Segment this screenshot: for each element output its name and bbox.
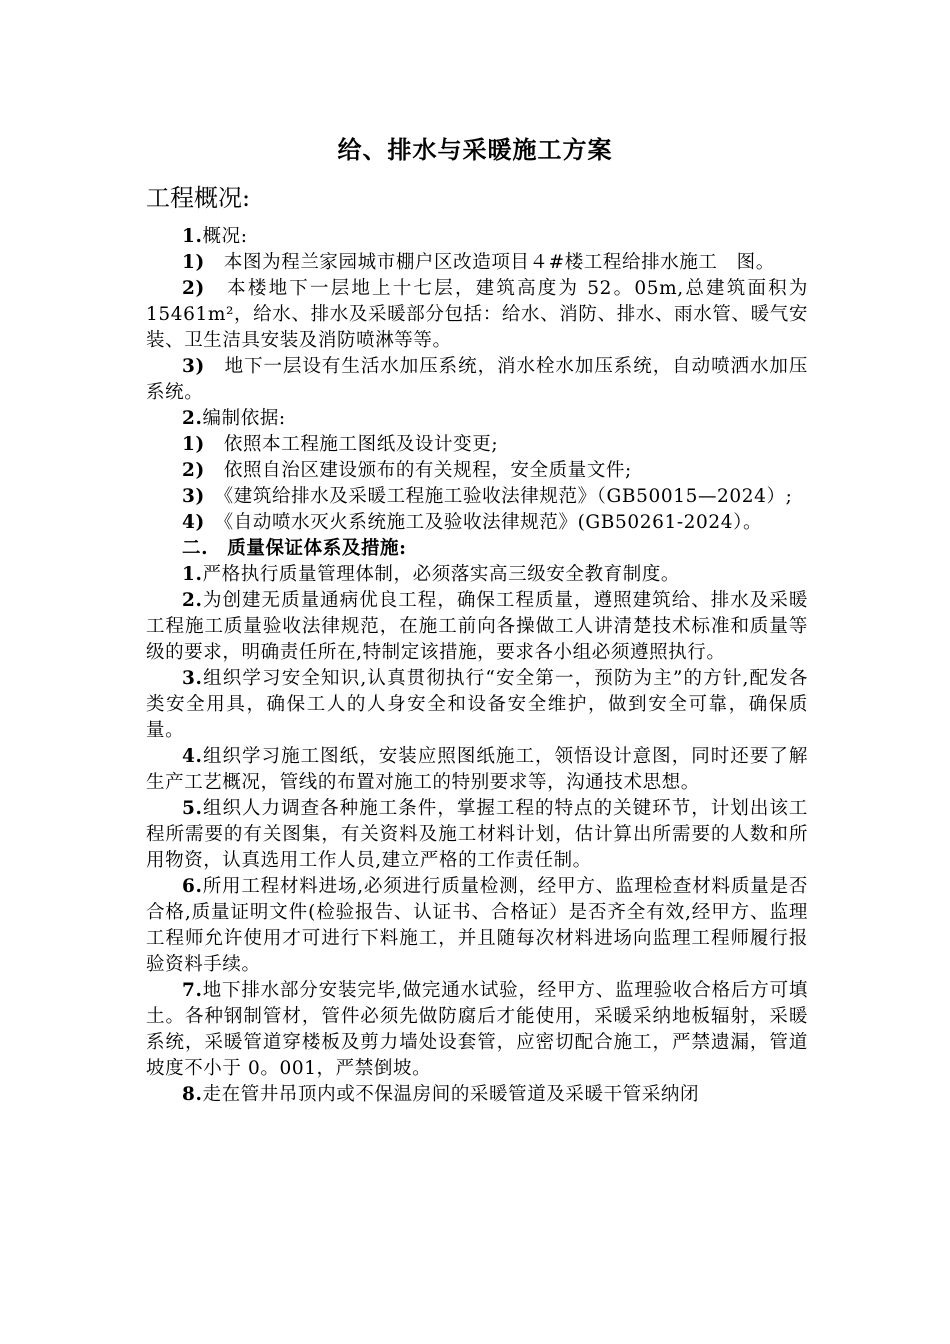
paragraph-number: 2. xyxy=(182,590,203,611)
paragraph-text: 本楼地下一层地上十七层，建筑高度为 52。05m,总建筑面积为 15461m²，给水、排水及采暖部分包括：给水、消防、排水、雨水管、暖气安装、卫生洁具安装及消防喷淋等等。 xyxy=(146,278,808,351)
paragraph-text: 编制依据: xyxy=(202,408,286,429)
paragraph-text: 所用工程材料进场,必须进行质量检测，经甲方、监理检查材料质量是否合格,质量证明文件(检验报告、认证书、合格证）是否齐全有效,经甲方、监理工程师允许使用才可进行下料施工，并且随每次材料进场向监理工程师履行报验资料手续。 xyxy=(146,876,808,975)
paragraph-number: 2. xyxy=(182,408,203,429)
document-title: 给、排水与采暖施工方案 xyxy=(337,135,613,164)
paragraph-text: 为创建无质量通病优良工程，确保工程质量，遵照建筑给、排水及采暖工程施工质量验收法律规范，在施工前向各操做工人讲清楚技术标准和质量等级的要求，明确责任所在,特制定该措施，要求各小组必须遵照执行。 xyxy=(146,590,808,663)
paragraph-text: 严格执行质量管理体制，必须落实高三级安全教育制度。 xyxy=(202,564,681,585)
paragraph-text: 地下排水部分安装完毕,做完通水试验，经甲方、监理验收合格后方可填土。各种钢制管材，管件必须先做防腐后才能使用，采暖采纳地板辐射，采暖系统，采暖管道穿楼板及剪力墙处设套管，应密切配合施工，严禁遗漏，管道坡度不小于 0。001，严禁倒坡。 xyxy=(146,980,808,1079)
paragraph-basis xyxy=(146,406,808,432)
paragraph-text: 《建筑给排水及采暖工程施工验收法律规范》（GB50015—2024）; xyxy=(204,486,793,507)
paragraph-item xyxy=(146,744,808,796)
paragraph-number: 1. xyxy=(182,226,203,247)
paragraph-item xyxy=(146,484,808,510)
paragraph-item xyxy=(146,276,808,354)
paragraph-number: 1) xyxy=(182,434,205,455)
paragraph-item xyxy=(146,666,808,744)
paragraph-text: 本图为程兰家园城市棚户区改造项目４#楼工程给排水施工 图。 xyxy=(204,252,775,273)
paragraph-number: 4. xyxy=(182,746,203,767)
paragraph-text: 走在管井吊顶内或不保温房间的采暖管道及采暖干管采纳闭 xyxy=(202,1084,700,1105)
paragraph-item xyxy=(146,354,808,406)
paragraph-number: 3) xyxy=(182,356,205,377)
paragraph-text: 组织学习安全知识,认真贯彻执行“安全第一，预防为主”的方针,配发各类安全用具，确保工人的人身安全和设备安全维护，做到安全可靠，确保质量。 xyxy=(146,668,808,741)
paragraph-text: 地下一层设有生活水加压系统，消水栓水加压系统，自动喷洒水加压系统。 xyxy=(146,356,808,403)
paragraph-item xyxy=(146,250,808,276)
paragraph-number: 8. xyxy=(182,1084,203,1105)
paragraph-number: 7. xyxy=(182,980,203,1001)
paragraph-text: 依照自治区建设颁布的有关规程，安全质量文件; xyxy=(204,460,632,481)
paragraph-number: 1. xyxy=(182,564,203,585)
paragraph-number: 3) xyxy=(182,486,205,507)
paragraph-item xyxy=(146,458,808,484)
paragraph-item xyxy=(146,978,808,1082)
section-heading: 工程概况: xyxy=(146,184,251,212)
paragraph-item xyxy=(146,510,808,536)
paragraph-number: 2) xyxy=(182,460,205,481)
paragraph-text: 《自动喷水灭火系统施工及验收法律规范》(GB50261-2024）。 xyxy=(204,512,763,533)
paragraph-number: 6. xyxy=(182,876,203,897)
paragraph-item xyxy=(146,432,808,458)
paragraph-item xyxy=(146,796,808,874)
paragraph-item xyxy=(146,588,808,666)
paragraph-item xyxy=(146,874,808,978)
paragraph-text: 依照本工程施工图纸及设计变更; xyxy=(204,434,499,455)
paragraph-overview xyxy=(146,224,808,250)
section-heading-quality xyxy=(146,536,808,562)
paragraph-number: 1) xyxy=(182,252,205,273)
paragraph-number: 3. xyxy=(182,668,203,689)
paragraph-number: 4) xyxy=(182,512,205,533)
paragraph-number: 二. xyxy=(182,538,209,559)
paragraph-text: 组织学习施工图纸，安装应照图纸施工，领悟设计意图，同时还要了解生产工艺概况，管线的布置对施工的特别要求等，沟通技术思想。 xyxy=(146,746,808,793)
document-body xyxy=(146,224,808,1108)
paragraph-item xyxy=(146,562,808,588)
paragraph-number: 2) xyxy=(182,278,205,299)
paragraph-text: 质量保证体系及措施: xyxy=(208,538,407,559)
paragraph-number: 5. xyxy=(182,798,203,819)
paragraph-item xyxy=(146,1082,808,1108)
paragraph-text: 组织人力调查各种施工条件，掌握工程的特点的关键环节，计划出该工程所需要的有关图集，有关资料及施工材料计划，估计算出所需要的人数和所用物资，认真选用工作人员,建立严格的工作责任制。 xyxy=(146,798,808,871)
paragraph-text: 概况: xyxy=(202,226,248,247)
